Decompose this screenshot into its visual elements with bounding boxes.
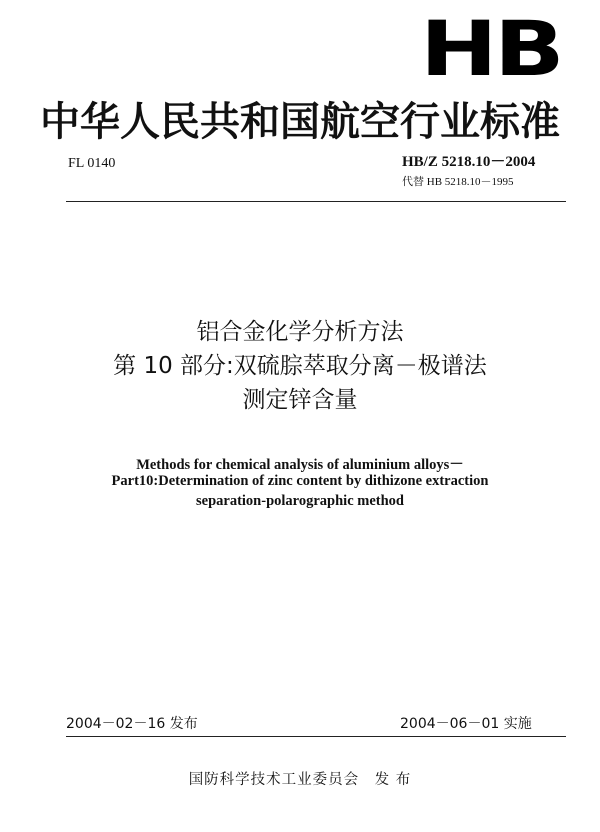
top-divider (66, 201, 566, 202)
standard-number: HB/Z 5218.10－2004 (402, 154, 536, 170)
chinese-title-line-2: 第 10 部分:双硫腙萃取分离－极谱法 (113, 353, 487, 379)
english-title-line-2: Part10:Determination of zinc content by dithizone extraction (111, 473, 489, 489)
english-title-line-1: Methods for chemical analysis of aluminium alloys－ (136, 457, 464, 473)
effective-date: 2004－06－01 实施 (400, 716, 532, 732)
issuing-authority: 国防科学技术工业委员会 发 布 (188, 772, 412, 788)
standard-title: 中华人民共和国航空行业标准 (40, 99, 560, 145)
classification-code: FL 0140 (68, 156, 116, 171)
bottom-divider (66, 736, 566, 737)
replaces-note: 代替 HB 5218.10－1995 (402, 176, 514, 188)
chinese-title-line-3: 测定锌含量 (242, 387, 358, 413)
english-title-line-3: separation-polarographic method (196, 493, 404, 509)
publish-date: 2004－02－16 发布 (66, 716, 198, 732)
standard-codes (402, 150, 535, 189)
hb-logo: HB (420, 4, 561, 93)
chinese-title-line-1: 铝合金化学分析方法 (196, 319, 404, 345)
